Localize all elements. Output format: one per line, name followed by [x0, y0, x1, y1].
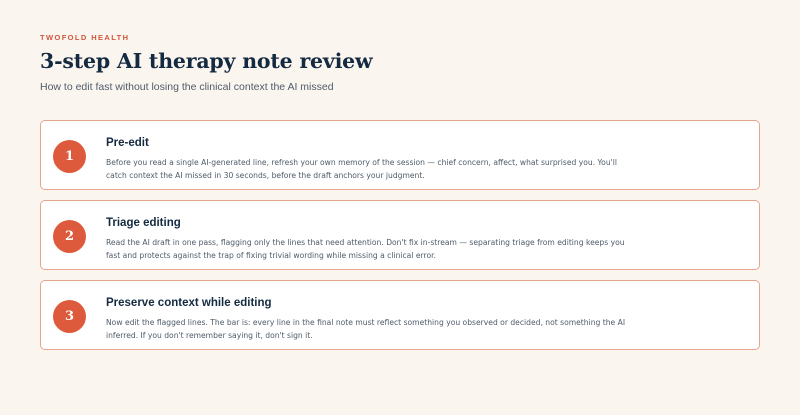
step-description: Read the AI draft in one pass, flagging only the lines that need attention. Don't fix in-stream — separating triage from editing keeps you fast and protects against the trap of fixing trivial wording while missing a clinical error.: [106, 238, 625, 260]
step-title: Preserve context while editing: [106, 297, 272, 309]
step-number-badge: 2: [53, 220, 86, 253]
brand-label: TWOFOLD HEALTH: [40, 33, 130, 42]
step-description: Now edit the flagged lines. The bar is: every line in the final note must reflect something you observed or decided, not something the AI inferred. If you don't remember saying it, don't sign it.: [106, 318, 626, 340]
step-number-badge: 3: [53, 300, 86, 333]
step-card-preserve-context: [40, 280, 760, 350]
step-card-pre-edit: [40, 120, 760, 190]
step-title: Triage editing: [106, 217, 181, 229]
step-card-triage-editing: [40, 200, 760, 270]
steps-list: [40, 120, 760, 360]
page-subtitle: How to edit fast without losing the clinical context the AI missed: [40, 81, 334, 93]
page-title: 3-step AI therapy note review: [40, 49, 373, 73]
step-number-badge: 1: [53, 140, 86, 173]
step-description: Before you read a single AI-generated line, refresh your own memory of the session — chief concern, affect, what surprised you. You'll catch context the AI missed in 30 seconds, before the draft anchors your judgment.: [106, 158, 617, 180]
step-title: Pre-edit: [106, 137, 149, 149]
